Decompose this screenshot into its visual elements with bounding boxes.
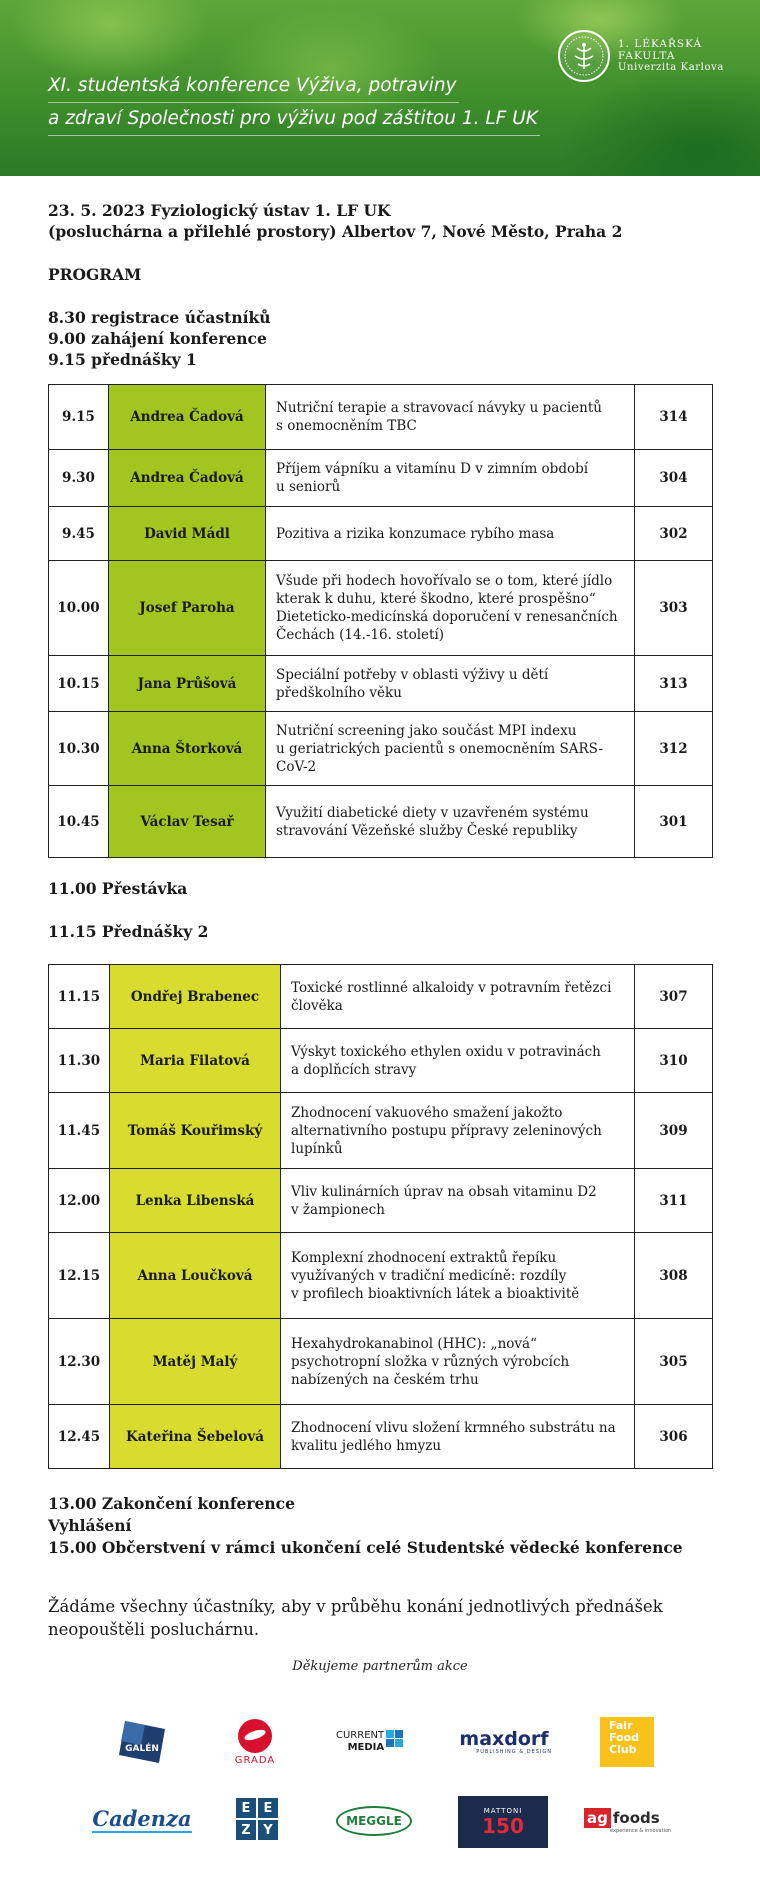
lecture-room: 305 bbox=[635, 1319, 713, 1405]
lecture-time: 12.00 bbox=[49, 1169, 110, 1233]
grada-logo-mark bbox=[238, 1719, 272, 1753]
current-media-line1: CURRENT bbox=[336, 1730, 385, 1741]
lecture-time: 12.45 bbox=[49, 1405, 110, 1469]
break-label: 11.00 Přestávka bbox=[48, 879, 188, 898]
lecture-topic: Nutriční screening jako součást MPI indexu u geriatrických pacientů s onemocněním SARS-CoV-2 bbox=[266, 712, 635, 786]
lecture-speaker: Ondřej Brabenec bbox=[110, 965, 281, 1029]
lecture-speaker: Anna Loučková bbox=[110, 1233, 281, 1319]
fair-food-club-logo bbox=[600, 1717, 654, 1767]
lecture-speaker: Andrea Čadová bbox=[109, 385, 266, 450]
lecture-speaker: Lenka Libenská bbox=[110, 1169, 281, 1233]
request-text: Žádáme všechny účastníky, aby v průběhu konání jednotlivých přednášek neopouštěli posluchárnu. bbox=[48, 1597, 663, 1639]
lecture-topic: Komplexní zhodnocení extraktů řepíku využívaných v tradiční medicíně: rozdíly v profilech bioaktivních látek a bioaktivitě bbox=[281, 1233, 635, 1319]
lecture-topic: Zhodnocení vlivu složení krmného substrátu na kvalitu jedlého hmyzu bbox=[281, 1405, 635, 1469]
lecture-time: 10.30 bbox=[49, 712, 109, 786]
header-banner bbox=[0, 0, 760, 176]
event-date-place: 23. 5. 2023 Fyziologický ústav 1. LF UK bbox=[48, 201, 391, 220]
lecture-topic: Všude při hodech hovořívalo se o tom, které jídlo kterak k duhu, které škodno, které prospěšno“ Dieteticko-medicínská doporučení v renesančních Čechách (14.-16. století) bbox=[266, 561, 635, 656]
lecture-time: 10.00 bbox=[49, 561, 109, 656]
eezy-letter: Z bbox=[236, 1820, 256, 1840]
table-row bbox=[49, 1233, 713, 1319]
faculty-seal-icon bbox=[558, 30, 610, 82]
mattoni-logo bbox=[458, 1796, 548, 1848]
maxdorf-logo-text: maxdorf bbox=[459, 1728, 549, 1750]
lecture-topic: Vliv kulinárních úprav na obsah vitaminu D2 v žampionech bbox=[281, 1169, 635, 1233]
current-media-squares-icon bbox=[386, 1730, 403, 1747]
lecture-room: 314 bbox=[635, 385, 713, 450]
table-row bbox=[49, 786, 713, 858]
lecture-speaker: Matěj Malý bbox=[110, 1319, 281, 1405]
closing-line3: 15.00 Občerstvení v rámci ukončení celé Studentské vědecké konference bbox=[48, 1538, 683, 1557]
meggle-logo-text: MEGGLE bbox=[346, 1814, 402, 1828]
lecture-topic: Hexahydrokanabinol (HHC): „nová“ psychotropní složka v různých výrobcích nabízených na českém trhu bbox=[281, 1319, 635, 1405]
cadenza-logo-text: Cadenza bbox=[92, 1806, 192, 1831]
lecture-room: 312 bbox=[635, 712, 713, 786]
session1-table bbox=[48, 384, 713, 858]
lecture-speaker: Maria Filatová bbox=[110, 1029, 281, 1093]
lecture-room: 310 bbox=[635, 1029, 713, 1093]
lecture-room: 313 bbox=[635, 656, 713, 712]
table-row bbox=[49, 712, 713, 786]
table-row bbox=[49, 1169, 713, 1233]
meggle-logo bbox=[335, 1804, 413, 1838]
fair-food-line3: Club bbox=[609, 1743, 637, 1756]
grada-logo-text: GRADA bbox=[234, 1754, 276, 1766]
session2-heading: 11.15 Přednášky 2 bbox=[48, 922, 209, 941]
lecture-speaker: Josef Paroha bbox=[109, 561, 266, 656]
cadenza-logo bbox=[94, 1800, 190, 1840]
lecture-room: 303 bbox=[635, 561, 713, 656]
closing-line1: 13.00 Zakončení konference bbox=[48, 1494, 295, 1513]
lecture-time: 10.45 bbox=[49, 786, 109, 858]
schedule-item-registration: 8.30 registrace účastníků bbox=[48, 308, 271, 327]
closing-info bbox=[48, 1493, 712, 1559]
table-row bbox=[49, 1093, 713, 1169]
current-media-line2: MEDIA bbox=[347, 1742, 385, 1753]
fair-food-line2: Food bbox=[609, 1731, 640, 1744]
partners-title: Děkujeme partnerům akce bbox=[292, 1659, 468, 1674]
lecture-time: 9.15 bbox=[49, 385, 109, 450]
schedule-item-opening: 9.00 zahájení konference bbox=[48, 329, 267, 348]
program-content bbox=[48, 200, 712, 1674]
table-row bbox=[49, 1319, 713, 1405]
lecture-time: 9.45 bbox=[49, 507, 109, 561]
table-row bbox=[49, 507, 713, 561]
eezy-letter: E bbox=[258, 1798, 278, 1818]
lecture-speaker: David Mádl bbox=[109, 507, 266, 561]
lecture-time: 11.15 bbox=[49, 965, 110, 1029]
faculty-logo-line1: 1. LÉKAŘSKÁ bbox=[618, 38, 703, 50]
table-row bbox=[49, 450, 713, 507]
lecture-room: 308 bbox=[635, 1233, 713, 1319]
table-row bbox=[49, 1029, 713, 1093]
lecture-time: 10.15 bbox=[49, 656, 109, 712]
table-row bbox=[49, 965, 713, 1029]
eezy-logo bbox=[235, 1796, 279, 1842]
agfoods-logo bbox=[584, 1804, 674, 1838]
session2-table bbox=[48, 964, 713, 1469]
maxdorf-logo bbox=[456, 1724, 552, 1760]
lecture-time: 11.30 bbox=[49, 1029, 110, 1093]
event-address: (posluchárna a přilehlé prostory) Albertov 7, Nové Město, Praha 2 bbox=[48, 222, 623, 241]
conference-title bbox=[48, 70, 568, 136]
conference-title-line1: XI. studentská konference Výživa, potraviny bbox=[48, 70, 459, 103]
lecture-topic: Nutriční terapie a stravovací návyky u pacientů s onemocněním TBC bbox=[266, 385, 635, 450]
event-info bbox=[48, 200, 712, 370]
faculty-logo-line2: FAKULTA bbox=[618, 50, 676, 62]
galen-logo bbox=[115, 1717, 169, 1767]
lecture-topic: Příjem vápníku a vitamínu D v zimním období u seniorů bbox=[266, 450, 635, 507]
lecture-time: 11.45 bbox=[49, 1093, 110, 1169]
lecture-topic: Toxické rostlinné alkaloidy v potravním řetězci člověka bbox=[281, 965, 635, 1029]
grada-logo bbox=[222, 1718, 288, 1766]
lecture-room: 307 bbox=[635, 965, 713, 1029]
agfoods-ag: ag bbox=[584, 1808, 611, 1828]
meggle-logo-oval bbox=[336, 1806, 412, 1836]
lecture-topic: Speciální potřeby v oblasti výživy u dětí předškolního věku bbox=[266, 656, 635, 712]
lecture-speaker: Jana Průšová bbox=[109, 656, 266, 712]
lecture-room: 311 bbox=[635, 1169, 713, 1233]
lecture-room: 306 bbox=[635, 1405, 713, 1469]
schedule-item-lectures1: 9.15 přednášky 1 bbox=[48, 350, 197, 369]
svg-text:GALÉN: GALÉN bbox=[125, 1744, 159, 1754]
table-row bbox=[49, 1405, 713, 1469]
lecture-speaker: Anna Štorková bbox=[109, 712, 266, 786]
lecture-time: 9.30 bbox=[49, 450, 109, 507]
galen-logo-mark bbox=[115, 1717, 169, 1767]
eezy-letter: E bbox=[236, 1798, 256, 1818]
lecture-room: 304 bbox=[635, 450, 713, 507]
table-row bbox=[49, 385, 713, 450]
mattoni-logo-number: 150 bbox=[482, 1814, 524, 1838]
lecture-speaker: Kateřina Šebelová bbox=[110, 1405, 281, 1469]
eezy-logo-grid bbox=[236, 1798, 278, 1840]
faculty-logo-text bbox=[618, 38, 724, 74]
current-media-logo bbox=[336, 1724, 414, 1760]
lecture-room: 302 bbox=[635, 507, 713, 561]
closing-line2: Vyhlášení bbox=[48, 1516, 132, 1535]
agfoods-foods: foods bbox=[612, 1809, 660, 1827]
lecture-speaker: Tomáš Kouřimský bbox=[110, 1093, 281, 1169]
table-row bbox=[49, 656, 713, 712]
agfoods-sub: experience & innovation bbox=[610, 1828, 672, 1834]
eezy-letter: Y bbox=[258, 1820, 278, 1840]
lecture-speaker: Andrea Čadová bbox=[109, 450, 266, 507]
lecture-topic: Pozitiva a rizika konzumace rybího masa bbox=[266, 507, 635, 561]
lecture-topic: Zhodnocení vakuového smažení jakožto alternativního postupu přípravy zeleninových lupínků bbox=[281, 1093, 635, 1169]
lecture-speaker: Václav Tesař bbox=[109, 786, 266, 858]
program-heading: PROGRAM bbox=[48, 265, 142, 284]
lecture-room: 301 bbox=[635, 786, 713, 858]
lecture-time: 12.15 bbox=[49, 1233, 110, 1319]
lecture-topic: Využití diabetické diety v uzavřeném systému stravování Vězeňské služby České republiky bbox=[266, 786, 635, 858]
conference-title-line2: a zdraví Společnosti pro výživu pod záštitou 1. LF UK bbox=[48, 103, 540, 136]
faculty-logo-line3: Univerzita Karlova bbox=[618, 62, 724, 73]
fair-food-line1: Fair bbox=[609, 1719, 633, 1732]
mattoni-logo-text: MATTONI bbox=[483, 1807, 523, 1815]
lecture-time: 12.30 bbox=[49, 1319, 110, 1405]
lecture-room: 309 bbox=[635, 1093, 713, 1169]
lecture-topic: Výskyt toxického ethylen oxidu v potravinách a doplňcích stravy bbox=[281, 1029, 635, 1093]
maxdorf-logo-sub: PUBLISHING & DESIGN bbox=[476, 1749, 552, 1755]
table-row bbox=[49, 561, 713, 656]
